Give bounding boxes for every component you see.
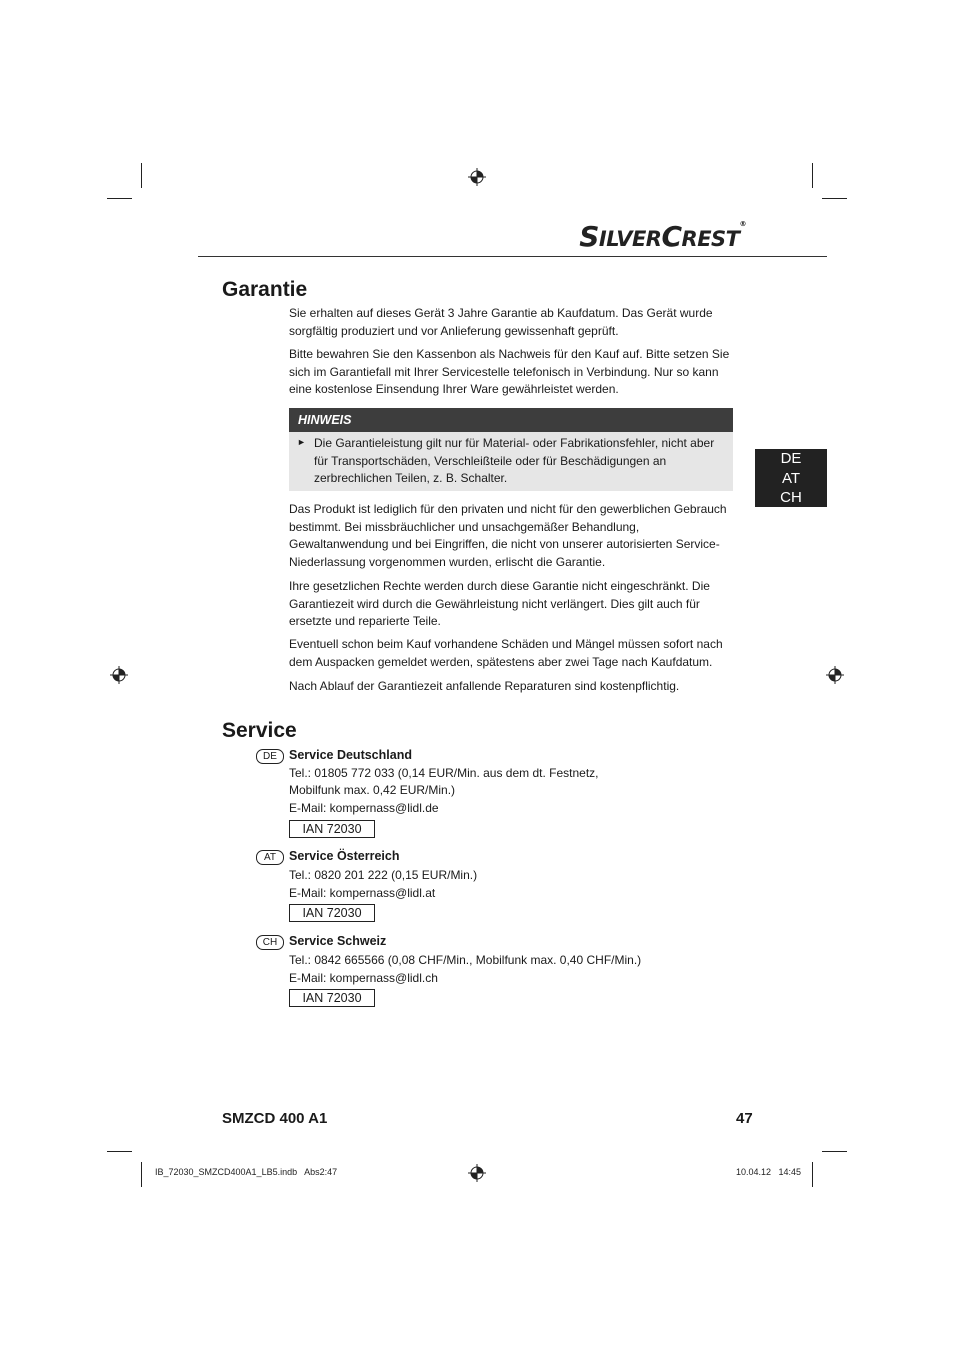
service-heading: Service	[222, 719, 297, 742]
footer-model: SMZCD 400 A1	[222, 1110, 328, 1127]
country-ch: CH	[780, 489, 802, 506]
service-phone-at: Tel.: 0820 201 222 (0,15 EUR/Min.)	[289, 868, 478, 882]
page-number: 47	[736, 1110, 753, 1127]
service-mobile-de: Mobilfunk max. 0,42 EUR/Min.)	[289, 783, 456, 797]
crop-mark	[107, 1151, 132, 1152]
garantie-paragraph: Eventuell schon beim Kauf vorhandene Schäden und Mängel müssen sofort nach dem Auspacken gemeldet werden, spätestens aber zwei Tage nach Kaufdatum.	[289, 637, 723, 669]
country-tab	[755, 449, 827, 507]
print-slug-right: 10.04.12 14:45	[736, 1167, 802, 1177]
service-title-ch: Service Schweiz	[289, 934, 387, 948]
hinweis-text: Die Garantieleistung gilt nur für Material- oder Fabrikationsfehler, nicht aber für Transportschäden, Verschleißteile oder für Beschädigungen an zerbrechlichen Teilen, z. B. Schalter.	[314, 436, 715, 485]
garantie-paragraph: Ihre gesetzlichen Rechte werden durch diese Garantie nicht eingeschränkt. Die Garantiezeit wird durch die Gewährleistung nicht verlängert. Dies gilt auch für ersetzte und reparierte Teile.	[289, 579, 710, 628]
hinweis-label: HINWEIS	[298, 413, 352, 427]
registration-mark-icon	[468, 1164, 486, 1182]
garantie-paragraph: Sie erhalten auf dieses Gerät 3 Jahre Garantie ab Kaufdatum. Das Gerät wurde sorgfältig produziert und vor Anlieferung gewissenhaft geprüft.	[289, 306, 713, 338]
hinweis-box	[289, 432, 733, 491]
garantie-paragraph: Das Produkt ist lediglich für den privaten und nicht für den gewerblichen Gebrauch bestimmt. Bei missbräuchlicher und unsachgemäßer Behandlung, Gewaltanwendung und bei Eingriffen, die nicht von unserer autorisierten Service-Niederlassung vorgenommen wurden, erlischt die Garantie.	[289, 502, 727, 569]
service-phone-ch: Tel.: 0842 665566 (0,08 CHF/Min., Mobilfunk max. 0,40 CHF/Min.)	[289, 953, 642, 967]
ian-box-de: IAN 72030	[289, 820, 375, 838]
service-email-ch: E-Mail: kompernass@lidl.ch	[289, 971, 438, 985]
crop-mark	[141, 163, 142, 188]
ian-box-at: IAN 72030	[289, 904, 375, 922]
crop-mark	[822, 198, 847, 199]
country-badge-ch: CH	[256, 935, 284, 950]
registration-mark-icon	[468, 168, 486, 186]
service-title-de: Service Deutschland	[289, 748, 412, 762]
crop-mark	[822, 1151, 847, 1152]
service-email-at: E-Mail: kompernass@lidl.at	[289, 886, 436, 900]
service-phone-de: Tel.: 01805 772 033 (0,14 EUR/Min. aus dem dt. Festnetz,	[289, 766, 599, 780]
bullet-arrow-icon: ►	[297, 437, 306, 447]
print-slug-left: IB_72030_SMZCD400A1_LB5.indb Abs2:47	[155, 1167, 338, 1177]
crop-mark	[107, 198, 132, 199]
registration-mark-icon	[826, 666, 844, 684]
silvercrest-logo: SILVERCREST®	[579, 220, 746, 253]
garantie-paragraph: Nach Ablauf der Garantiezeit anfallende Reparaturen sind kostenpflichtig.	[289, 679, 680, 693]
registration-mark-icon	[110, 666, 128, 684]
country-de: DE	[780, 450, 802, 467]
country-at: AT	[781, 469, 801, 487]
service-email-de: E-Mail: kompernass@lidl.de	[289, 801, 439, 815]
crop-mark	[812, 1162, 813, 1187]
garantie-paragraph: Bitte bewahren Sie den Kassenbon als Nachweis für den Kauf auf. Bitte setzen Sie sich im Garantiefall mit Ihrer Servicestelle telefonisch in Verbindung. Nur so kann eine kostenlose Einsendung Ihrer Ware gewährleistet werden.	[289, 347, 730, 396]
header-rule	[198, 256, 827, 257]
hinweis-header	[289, 408, 733, 432]
ian-box-ch: IAN 72030	[289, 989, 375, 1007]
garantie-heading: Garantie	[222, 278, 308, 301]
country-badge-de: DE	[256, 749, 284, 764]
crop-mark	[141, 1162, 142, 1187]
country-badge-at: AT	[256, 850, 284, 865]
service-title-at: Service Österreich	[289, 849, 400, 863]
crop-mark	[812, 163, 813, 188]
